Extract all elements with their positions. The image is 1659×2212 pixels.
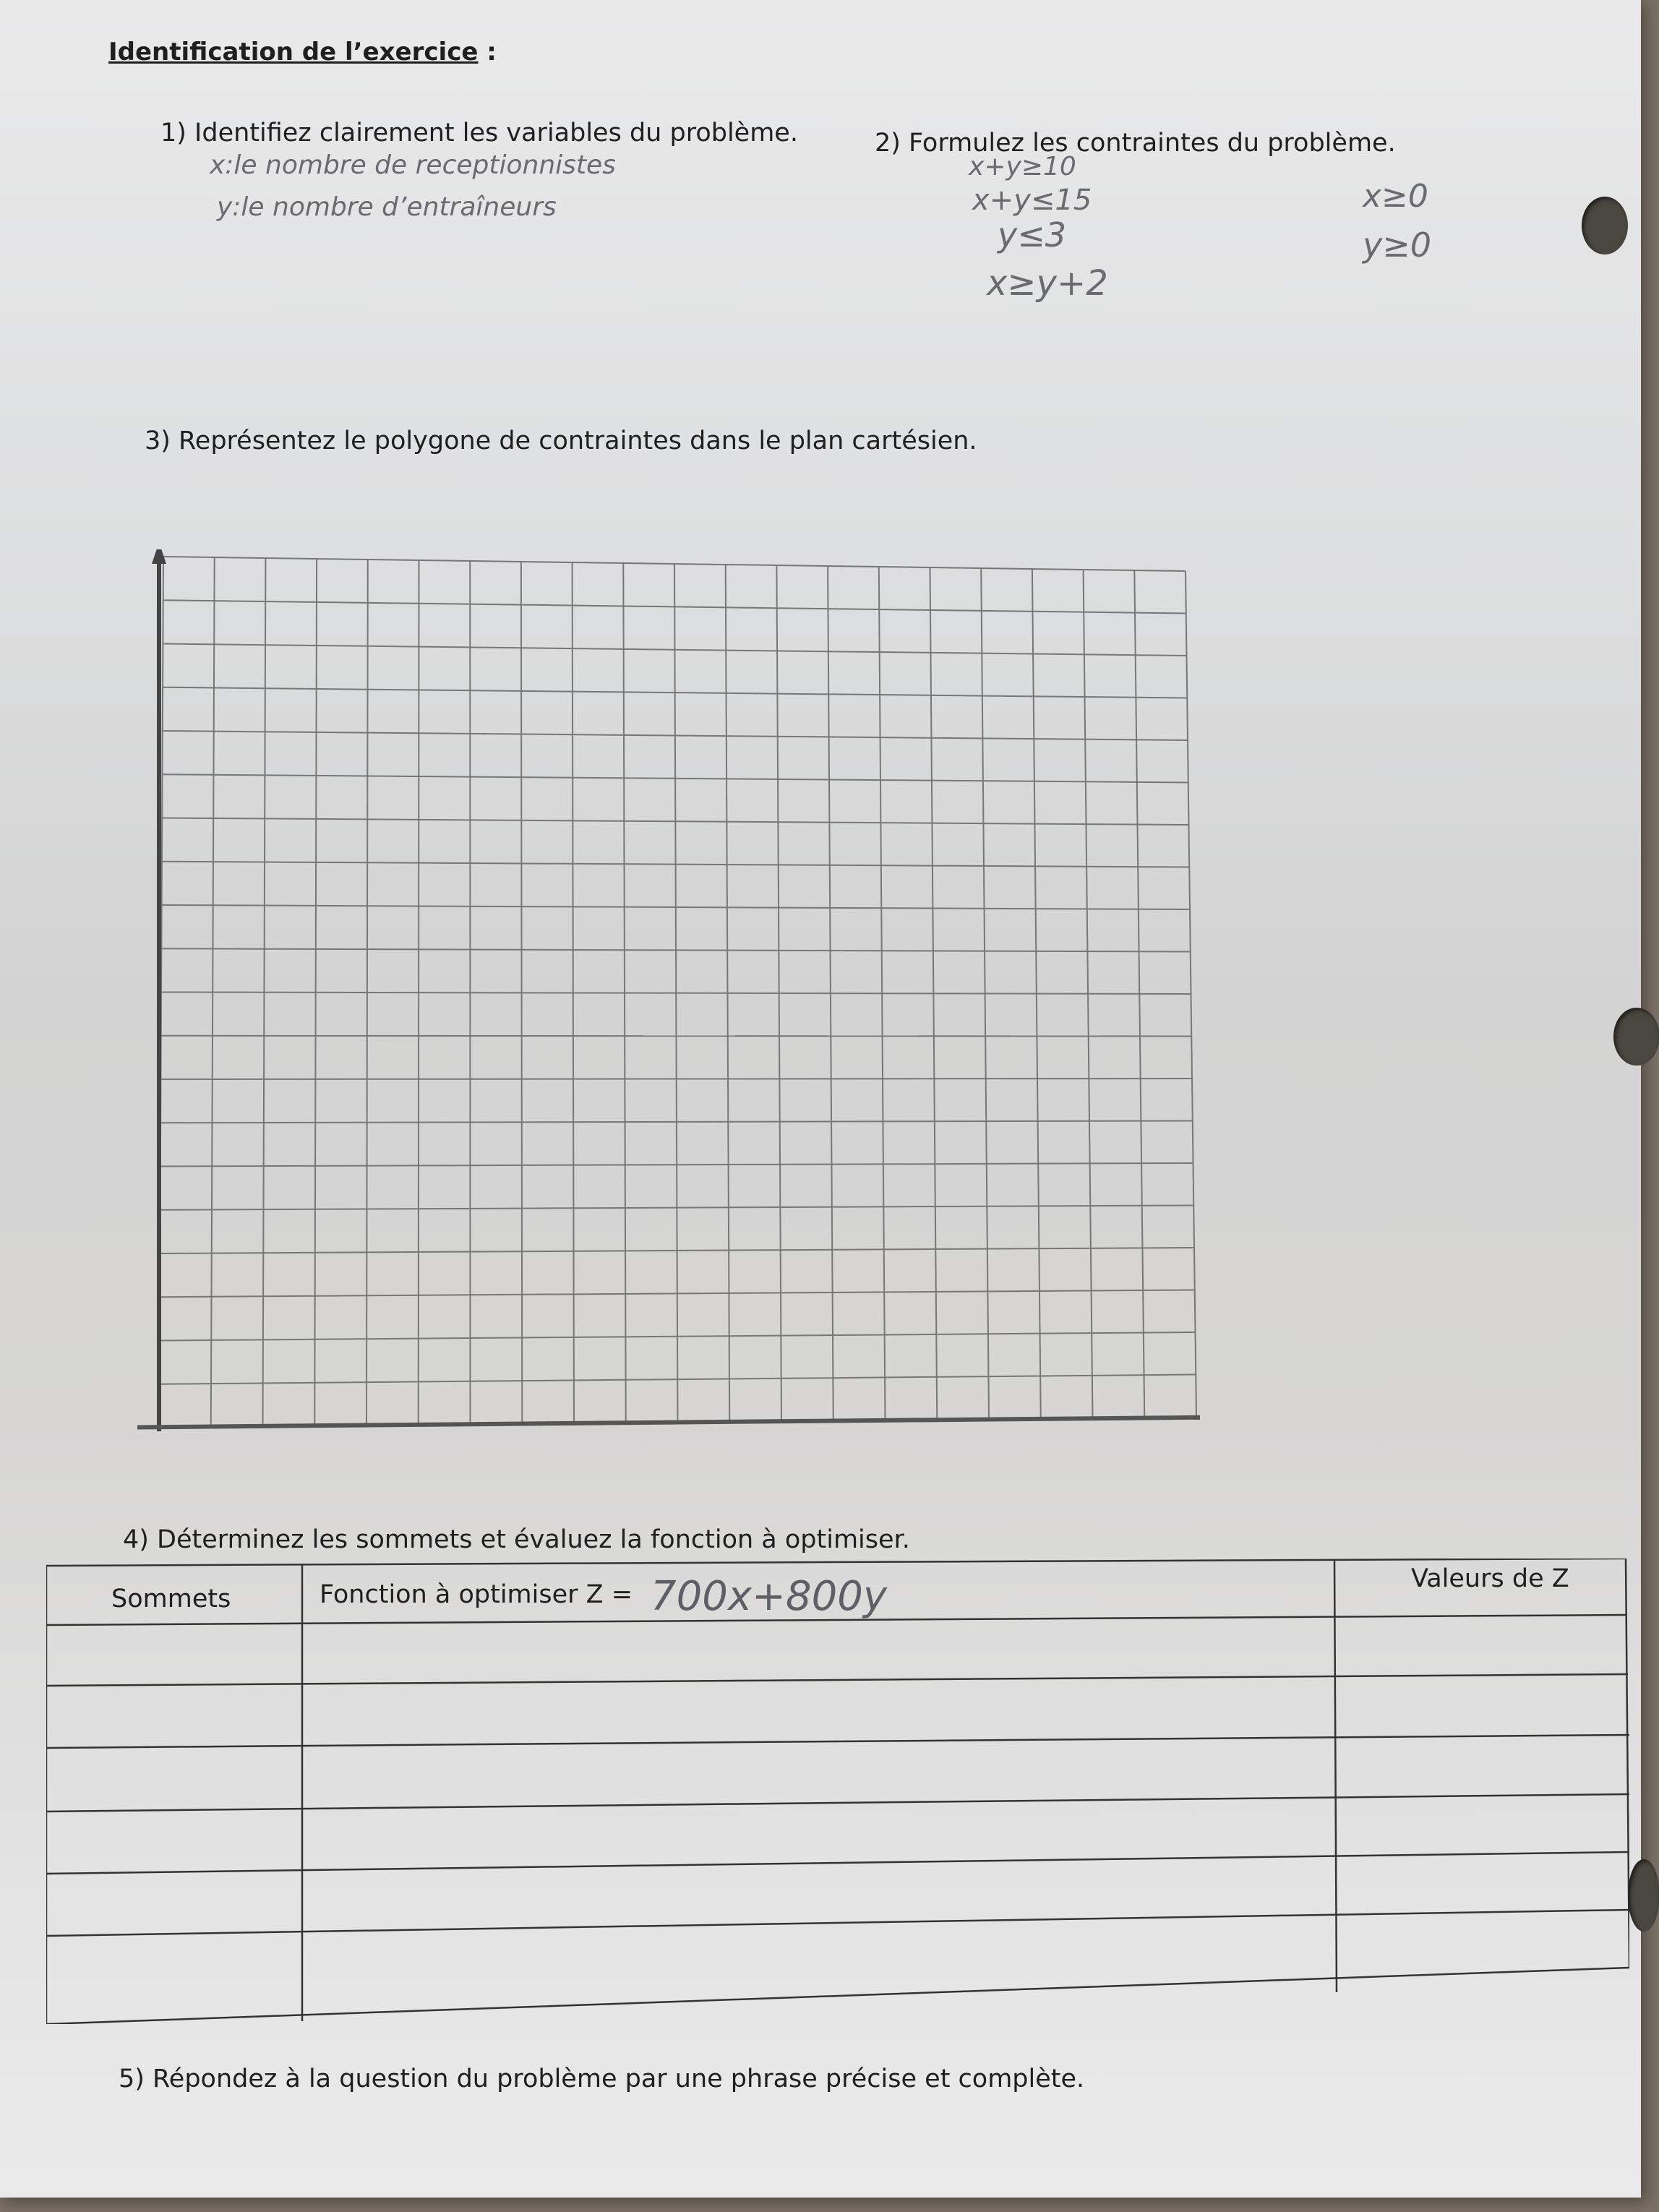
exercise-title	[108, 38, 497, 67]
exercise-title-suffix: :	[478, 38, 497, 67]
punch-hole-bottom	[1628, 1859, 1659, 1932]
question-2-label: 2) Formulez les contraintes du problème.	[875, 129, 1396, 158]
question-3-label: 3) Représentez le polygone de contraintes dans le plan cartésien.	[145, 426, 977, 455]
exercise-title-text: Identification de l’exercice	[108, 38, 479, 67]
constraint-nonneg-y: y≥0	[1363, 226, 1432, 265]
grid-horizontal-line	[161, 1036, 1192, 1037]
answer-variable-x: x:le nombre de receptionnistes	[210, 150, 616, 180]
constraint-1: x+y≥10	[969, 152, 1076, 181]
objective-function-value: 700x+800y	[651, 1573, 887, 1620]
question-5-label: 5) Répondez à la question du problème par une phrase précise et complète.	[119, 2065, 1085, 2093]
table-header-fonction: Fonction à optimiser Z =	[320, 1580, 633, 1609]
constraint-nonneg-x: x≥0	[1363, 178, 1428, 215]
question-4-label: 4) Déterminez les sommets et évaluez la fonction à optimiser.	[123, 1525, 910, 1554]
constraint-2: x+y≤15	[972, 184, 1092, 217]
table-header-sommets: Sommets	[111, 1585, 231, 1613]
table-header-valeurs: Valeurs de Z	[1411, 1564, 1569, 1593]
answer-variable-y: y:le nombre d’entraîneurs	[217, 192, 557, 222]
cartesian-grid	[137, 549, 1200, 1431]
constraint-3: y≤3	[998, 215, 1067, 254]
vertex-table	[46, 1559, 1629, 2024]
constraint-4: x≥y+2	[987, 263, 1108, 304]
punch-hole-middle	[1613, 1008, 1659, 1066]
punch-hole-top	[1582, 197, 1628, 254]
x-axis	[137, 1417, 1200, 1428]
question-1-label: 1) Identifiez clairement les variables du problème.	[160, 119, 798, 147]
